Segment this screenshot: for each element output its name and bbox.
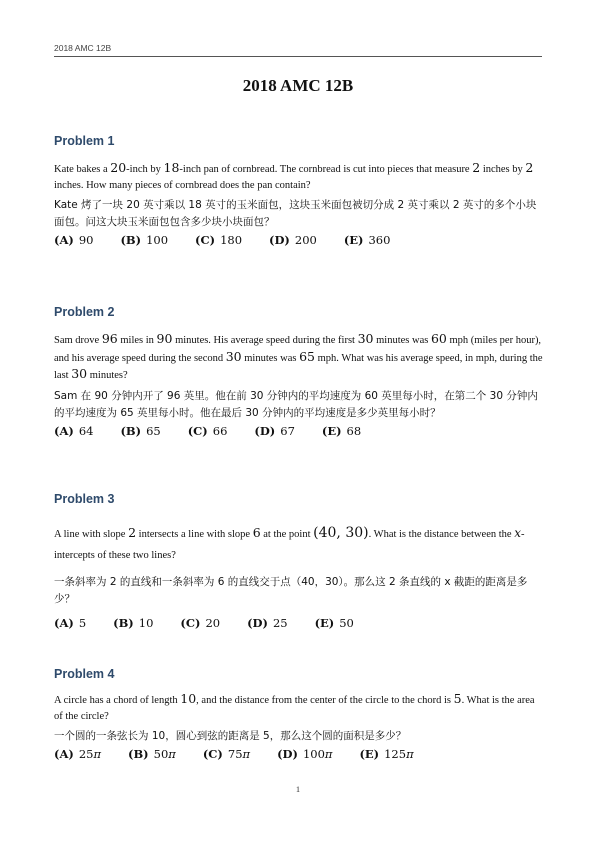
page-title: 2018 AMC 12B (242, 76, 354, 95)
choice-b: (B) 50π (128, 747, 176, 761)
choice-b: (B) 65 (120, 423, 161, 438)
problem-heading: Problem 2 (54, 305, 115, 319)
problem-text-en: Kate bakes a 20-inch by 18-inch pan of cornbread. The cornbread is cut into pieces that measure 2 inches by 2 inches. How many pieces of cornbread does the pan contain? (54, 160, 534, 191)
problem-2 (54, 305, 544, 438)
choice-d: (D) 200 (269, 233, 317, 247)
problem-heading: Problem 3 (54, 492, 115, 506)
running-header: 2018 AMC 12B (54, 43, 112, 53)
answer-choices (54, 424, 544, 438)
problem-heading: Problem 4 (54, 667, 115, 681)
choice-e: (E) 360 (343, 233, 391, 247)
problem-4 (54, 667, 544, 761)
problem-3 (54, 492, 544, 630)
choice-b: (B) 100 (120, 233, 169, 247)
choice-c: (C) 75π (202, 747, 251, 761)
choice-c: (C) 180 (195, 233, 243, 247)
choice-a: (A) 25π (54, 747, 102, 761)
problem-text-en: Sam drove 96 miles in 90 minutes. His average speed during the first 30 minutes was 60 mph (miles per hour), and his average speed during the second 30 minutes was 65 mph. What was his average speed, in mph, during the last 30 minutes? (54, 331, 543, 381)
answer-choices (54, 233, 544, 247)
problem-text-zh: 一个圆的一条弦长为 10，圆心到弦的距离是 5，那么这个圆的面积是多少？ (54, 730, 407, 742)
choice-d: (D) 67 (254, 423, 295, 438)
page-number: 1 (295, 784, 301, 794)
choice-e: (E) 50 (314, 616, 354, 630)
choice-d: (D) 25 (247, 616, 288, 630)
problem-text-zh: 一条斜率为 2 的直线和一条斜率为 6 的直线交于点（40，30）。那么这 2 条直线的 x 截距的距离是多少？ (54, 576, 528, 605)
choice-c: (C) 20 (180, 616, 221, 630)
choice-a: (A) 64 (54, 423, 94, 438)
header-rule (54, 56, 542, 57)
choice-e: (E) 68 (321, 423, 362, 438)
problem-1 (54, 134, 544, 247)
problem-heading: Problem 1 (54, 134, 115, 148)
problem-text-zh: Kate 烤了一块 20 英寸乘以 18 英寸的玉米面包，这块玉米面包被切分成 2 英寸乘以 2 英寸的多个小块面包。问这大块玉米面包包含多少块小块面包？ (54, 199, 537, 228)
problem-text-en: A circle has a chord of length 10, and the distance from the center of the circle to the chord is 5. What is the area of the circle? (54, 691, 535, 722)
choice-d: (D) 100π (277, 747, 333, 761)
problem-text-en: A line with slope 2 intersects a line with slope 6 at the point (40, 30). What is the distance between the x-intercepts of these two lines? (54, 525, 525, 561)
choice-a: (A) 5 (54, 616, 87, 630)
choice-c: (C) 66 (187, 423, 228, 438)
choice-b: (B) 10 (113, 616, 154, 630)
answer-choices (54, 616, 544, 630)
choice-e: (E) 125π (359, 747, 414, 761)
problem-text-zh: Sam 在 90 分钟内开了 96 英里。他在前 30 分钟内的平均速度为 60 英里每小时，在第二个 30 分钟内的平均速度为 65 英里每小时。他在最后 30 分钟内的平均速度是多少英里每小时？ (54, 389, 538, 419)
answer-choices (54, 747, 544, 761)
choice-a: (A) 90 (54, 233, 94, 247)
